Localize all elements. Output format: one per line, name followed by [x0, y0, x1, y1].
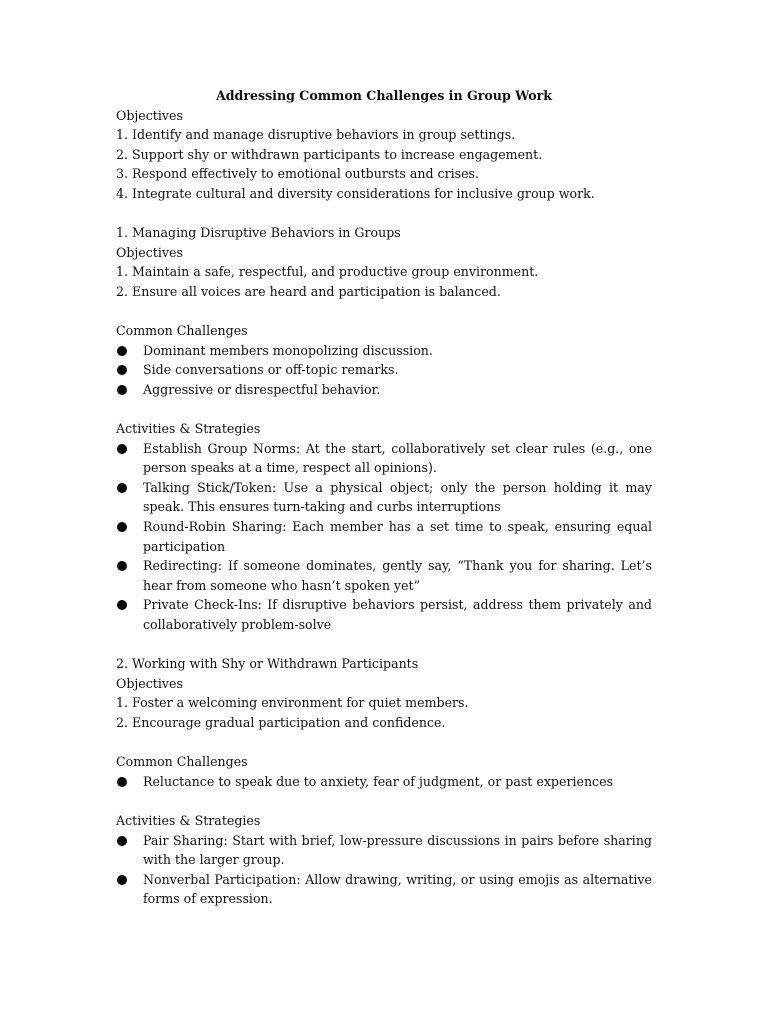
list-item-text: Dominant members monopolizing discussion.	[143, 342, 433, 358]
challenges-heading: Common Challenges	[116, 323, 248, 339]
list-item	[116, 595, 652, 634]
objective-item: 1. Maintain a safe, respectful, and productive group environment.	[116, 264, 539, 280]
list-item	[116, 831, 652, 870]
bullet-icon	[117, 385, 127, 395]
bullet-icon	[117, 444, 127, 454]
bullet-icon	[117, 777, 127, 787]
list-item-text: Redirecting: If someone dominates, gently say, “Thank you for sharing. Let’s hear from someone who hasn’t spoken yet”	[143, 558, 652, 593]
objectives-heading: Objectives	[116, 244, 183, 260]
list-item	[116, 870, 652, 909]
section-disruptive-behaviors	[116, 223, 652, 634]
bullet-icon	[117, 561, 127, 571]
spacer	[116, 733, 652, 753]
document-page	[116, 86, 652, 909]
intro-objective-item: 2. Support shy or withdrawn participants to increase engagement.	[116, 146, 543, 162]
spacer	[116, 635, 652, 655]
challenges-list	[116, 772, 652, 792]
objective-item: 2. Encourage gradual participation and confidence.	[116, 715, 446, 730]
list-item-text: Side conversations or off-topic remarks.	[143, 362, 399, 378]
list-item	[116, 517, 652, 556]
bullet-icon	[117, 522, 127, 532]
section-heading: 2. Working with Shy or Withdrawn Participants	[116, 656, 419, 672]
list-item-text: Reluctance to speak due to anxiety, fear of judgment, or past experiences	[143, 773, 614, 789]
objectives-heading: Objectives	[116, 675, 183, 691]
bullet-icon	[117, 875, 127, 885]
bullet-icon	[117, 346, 127, 356]
section-heading: 1. Managing Disruptive Behaviors in Groups	[116, 225, 401, 241]
intro-objective-item: 1. Identify and manage disruptive behaviors in group settings.	[116, 127, 516, 143]
document-title: Addressing Common Challenges in Group Work	[215, 88, 553, 103]
list-item-text: Talking Stick/Token: Use a physical object; only the person holding it may speak. This ensures turn-taking and curbs interruptions	[143, 479, 652, 515]
spacer	[116, 400, 652, 420]
intro-objective-item: 3. Respond effectively to emotional outbursts and crises.	[116, 166, 479, 182]
objective-item: 2. Ensure all voices are heard and participation is balanced.	[116, 283, 501, 299]
bullet-icon	[117, 600, 127, 610]
objective-item: 1. Foster a welcoming environment for quiet members.	[116, 695, 469, 711]
bullet-icon	[117, 365, 127, 375]
list-item	[116, 360, 652, 380]
intro-objectives	[116, 106, 652, 204]
intro-objectives-heading: Objectives	[116, 107, 183, 123]
list-item-text: Establish Group Norms: At the start, collaboratively set clear rules (e.g., one person speaks at a time, respect all opinions).	[143, 440, 652, 476]
list-item-text: Pair Sharing: Start with brief, low-pressure discussions in pairs before sharing with the larger group.	[143, 832, 652, 868]
list-item-text: Aggressive or disrespectful behavior.	[143, 381, 381, 397]
challenges-heading: Common Challenges	[116, 754, 248, 770]
list-item	[116, 341, 652, 361]
bullet-icon	[117, 836, 127, 846]
list-item	[116, 380, 652, 400]
spacer	[116, 791, 652, 811]
strategies-list	[116, 439, 652, 635]
strategies-heading: Activities & Strategies	[116, 812, 261, 828]
bullet-icon	[117, 483, 127, 493]
section-shy-participants	[116, 654, 652, 909]
strategies-heading: Activities & Strategies	[116, 421, 261, 437]
strategies-list	[116, 831, 652, 909]
list-item	[116, 772, 652, 792]
list-item-text: Private Check-Ins: If disruptive behaviors persist, address them privately and collaboratively problem-solve	[143, 597, 652, 633]
list-item-text: Round-Robin Sharing: Each member has a set time to speak, ensuring equal participation	[143, 519, 652, 554]
list-item	[116, 439, 652, 478]
spacer	[116, 204, 652, 224]
intro-objective-item: 4. Integrate cultural and diversity considerations for inclusive group work.	[116, 185, 595, 201]
list-item	[116, 478, 652, 517]
list-item	[116, 556, 652, 595]
challenges-list	[116, 341, 652, 400]
spacer	[116, 302, 652, 322]
list-item-text: Nonverbal Participation: Allow drawing, writing, or using emojis as alternative forms of expression.	[143, 871, 652, 907]
